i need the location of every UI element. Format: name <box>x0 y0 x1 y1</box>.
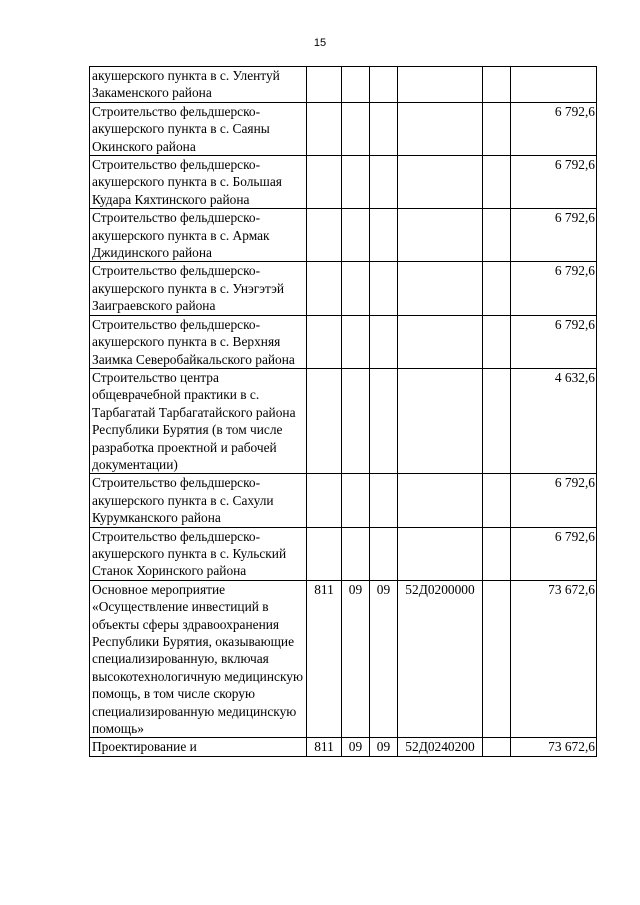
gr-code-cell: 811 <box>307 738 342 756</box>
item-name-cell: Основное мероприятие «Осуществление инвестиций в объекты сферы здравоохранения Республики Бурятия, оказывающие специализированную, включая высокотехнологичную медицинскую помощь, в том числе скорую специализированную медицинскую помощь» <box>90 580 307 738</box>
amount-cell: 6 792,6 <box>511 527 597 580</box>
rz-code-cell <box>342 156 370 209</box>
amount-cell: 6 792,6 <box>511 315 597 368</box>
vr-code-cell <box>483 474 511 527</box>
amount-cell: 73 672,6 <box>511 738 597 756</box>
pr-code-cell: 09 <box>370 738 398 756</box>
gr-code-cell <box>307 368 342 473</box>
gr-code-cell: 811 <box>307 580 342 738</box>
gr-code-cell <box>307 262 342 315</box>
csr-code-cell <box>398 527 483 580</box>
vr-code-cell <box>483 156 511 209</box>
csr-code-cell: 52Д0200000 <box>398 580 483 738</box>
item-name-cell: Строительство фельдшерско-акушерского пункта в с. Унэгэтэй Заиграевского района <box>90 262 307 315</box>
gr-code-cell <box>307 527 342 580</box>
csr-code-cell <box>398 474 483 527</box>
rz-code-cell <box>342 67 370 103</box>
item-name-cell: Проектирование и <box>90 738 307 756</box>
amount-cell: 6 792,6 <box>511 474 597 527</box>
amount-cell: 4 632,6 <box>511 368 597 473</box>
table-row <box>90 474 597 527</box>
rz-code-cell <box>342 474 370 527</box>
vr-code-cell <box>483 67 511 103</box>
item-name-cell: Строительство фельдшерско-акушерского пункта в с. Верхняя Заимка Северобайкальского района <box>90 315 307 368</box>
table-row <box>90 156 597 209</box>
csr-code-cell <box>398 262 483 315</box>
csr-code-cell: 52Д0240200 <box>398 738 483 756</box>
vr-code-cell <box>483 738 511 756</box>
table-row <box>90 527 597 580</box>
gr-code-cell <box>307 209 342 262</box>
rz-code-cell <box>342 262 370 315</box>
table-row <box>90 738 597 756</box>
pr-code-cell <box>370 315 398 368</box>
amount-cell <box>511 67 597 103</box>
table-row <box>90 209 597 262</box>
pr-code-cell: 09 <box>370 580 398 738</box>
table-row <box>90 67 597 103</box>
gr-code-cell <box>307 315 342 368</box>
table-row <box>90 368 597 473</box>
pr-code-cell <box>370 102 398 155</box>
csr-code-cell <box>398 368 483 473</box>
amount-cell: 6 792,6 <box>511 209 597 262</box>
rz-code-cell <box>342 102 370 155</box>
table-row <box>90 580 597 738</box>
csr-code-cell <box>398 209 483 262</box>
vr-code-cell <box>483 102 511 155</box>
pr-code-cell <box>370 527 398 580</box>
gr-code-cell <box>307 156 342 209</box>
vr-code-cell <box>483 368 511 473</box>
rz-code-cell <box>342 315 370 368</box>
budget-table <box>89 66 597 757</box>
gr-code-cell <box>307 474 342 527</box>
item-name-cell: Строительство фельдшерско-акушерского пункта в с. Саяны Окинского района <box>90 102 307 155</box>
item-name-cell: Строительство центра общеврачебной практики в с. Тарбагатай Тарбагатайского района Республики Бурятия (в том числе разработка проектной и рабочей документации) <box>90 368 307 473</box>
gr-code-cell <box>307 67 342 103</box>
pr-code-cell <box>370 474 398 527</box>
item-name-cell: Строительство фельдшерско-акушерского пункта в с. Кульский Станок Хоринского района <box>90 527 307 580</box>
pr-code-cell <box>370 262 398 315</box>
item-name-cell: Строительство фельдшерско-акушерского пункта в с. Сахули Курумканского района <box>90 474 307 527</box>
rz-code-cell <box>342 527 370 580</box>
vr-code-cell <box>483 262 511 315</box>
table-row <box>90 262 597 315</box>
vr-code-cell <box>483 527 511 580</box>
vr-code-cell <box>483 315 511 368</box>
pr-code-cell <box>370 67 398 103</box>
csr-code-cell <box>398 315 483 368</box>
amount-cell: 6 792,6 <box>511 156 597 209</box>
table-row <box>90 102 597 155</box>
csr-code-cell <box>398 102 483 155</box>
page-number: 15 <box>313 37 327 49</box>
item-name-cell: акушерского пункта в с. Улентуй Закаменского района <box>90 67 307 103</box>
item-name-cell: Строительство фельдшерско-акушерского пункта в с. Большая Кудара Кяхтинского района <box>90 156 307 209</box>
vr-code-cell <box>483 209 511 262</box>
amount-cell: 73 672,6 <box>511 580 597 738</box>
csr-code-cell <box>398 156 483 209</box>
rz-code-cell <box>342 368 370 473</box>
gr-code-cell <box>307 102 342 155</box>
item-name-cell: Строительство фельдшерско-акушерского пункта в с. Армак Джидинского района <box>90 209 307 262</box>
amount-cell: 6 792,6 <box>511 102 597 155</box>
rz-code-cell: 09 <box>342 738 370 756</box>
csr-code-cell <box>398 67 483 103</box>
rz-code-cell: 09 <box>342 580 370 738</box>
vr-code-cell <box>483 580 511 738</box>
amount-cell: 6 792,6 <box>511 262 597 315</box>
table-row <box>90 315 597 368</box>
pr-code-cell <box>370 368 398 473</box>
pr-code-cell <box>370 209 398 262</box>
pr-code-cell <box>370 156 398 209</box>
rz-code-cell <box>342 209 370 262</box>
